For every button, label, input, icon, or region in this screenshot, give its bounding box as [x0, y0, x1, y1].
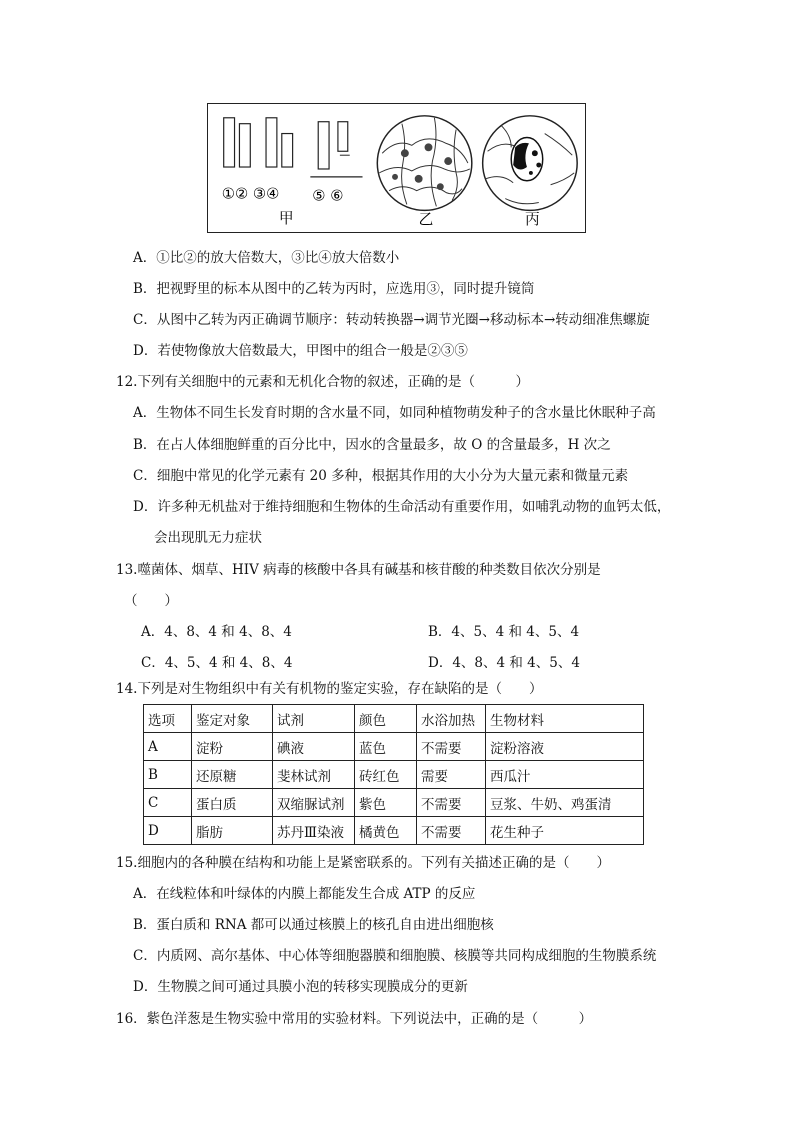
- table-cell: 蓝色: [355, 733, 417, 761]
- label-numbers-mid: ⑤ ⑥: [312, 187, 344, 205]
- table-cell: D: [144, 817, 192, 845]
- q11-option-d: D．若使物像放大倍数最大，甲图中的组合一般是②③⑤: [133, 343, 468, 359]
- lens-4: [282, 134, 293, 167]
- q13-paren: （ ）: [124, 593, 178, 609]
- lens-5: [318, 122, 329, 169]
- q12-option-c: C．细胞中常见的化学元素有 20 多种，根据其作用的大小分为大量元素和微量元素: [133, 468, 629, 484]
- table-cell: 还原糖: [192, 761, 273, 789]
- q15-stem: 15.细胞内的各种膜在结构和功能上是紧密联系的。下列有关描述正确的是（ ）: [116, 855, 610, 871]
- table-cell: 脂肪: [192, 817, 273, 845]
- q12-option-a: A．生物体不同生长发育时期的含水量不同，如同种植物萌发种子的含水量比休眠种子高: [133, 405, 656, 421]
- table-cell: 斐林试剂: [273, 761, 355, 789]
- table-cell: 不需要: [417, 733, 486, 761]
- table-cell: 不需要: [417, 789, 486, 817]
- label-jia: 甲: [278, 210, 294, 228]
- table-cell: 淀粉溶液: [486, 733, 644, 761]
- table-cell: 蛋白质: [192, 789, 273, 817]
- q12-stem: 12.下列有关细胞中的元素和无机化合物的叙述，正确的是（ ）: [116, 374, 529, 390]
- table-cell: C: [144, 789, 192, 817]
- table-cell: 淀粉: [192, 733, 273, 761]
- q16-stem: 16．紫色洋葱是生物实验中常用的实验材料。下列说法中，正确的是（ ）: [116, 1011, 593, 1027]
- table-cell: 西瓜汁: [486, 761, 644, 789]
- q12-option-d-line2: 会出现肌无力症状: [154, 530, 262, 546]
- table-cell: 豆浆、牛奶、鸡蛋清: [486, 789, 644, 817]
- q13-stem: 13.噬菌体、烟草、HIV 病毒的核酸中各具有碱基和核苷酸的种类数目依次分别是: [116, 562, 601, 578]
- table-row: [144, 761, 644, 789]
- table-cell: 鉴定对象: [192, 705, 273, 733]
- lens-3: [266, 118, 277, 167]
- q12-option-b: B．在占人体细胞鲜重的百分比中，因水的含量最多，故 O 的含量最多，H 次之: [133, 437, 611, 453]
- table-cell: 苏丹Ⅲ染液: [273, 817, 355, 845]
- table-cell: 花生种子: [486, 817, 644, 845]
- q15-option-d: D．生物膜之间可通过具膜小泡的转移实现膜成分的更新: [133, 979, 468, 995]
- q11-option-c: C．从图中乙转为丙正确调节顺序：转动转换器→调节光圈→移动标本→转动细准焦螺旋: [133, 312, 650, 328]
- lens-1: [224, 118, 235, 167]
- q13-option-c: C．4、5、4 和 4、8、4: [141, 655, 293, 671]
- table-cell: 试剂: [273, 705, 355, 733]
- label-yi: 乙: [418, 211, 434, 229]
- q14-table: [143, 704, 644, 845]
- lens-2: [239, 124, 250, 167]
- microscope-figure: [207, 103, 586, 233]
- table-row: [144, 817, 644, 845]
- q11-option-a: A．①比②的放大倍数大，③比④放大倍数小: [133, 250, 400, 266]
- label-numbers-left: ①② ③④: [221, 185, 280, 203]
- q13-option-b: B．4、5、4 和 4、5、4: [428, 624, 580, 640]
- q15-option-c: C．内质网、高尔基体、中心体等细胞器膜和细胞膜、核膜等共同构成细胞的生物膜系统: [133, 948, 657, 964]
- table-cell: 碘液: [273, 733, 355, 761]
- table-row: [144, 789, 644, 817]
- table-cell: 水浴加热: [417, 705, 486, 733]
- q13-option-d: D．4、8、4 和 4、5、4: [428, 655, 580, 671]
- table-cell: 砖红色: [355, 761, 417, 789]
- table-cell: 需要: [417, 761, 486, 789]
- table-cell: 不需要: [417, 817, 486, 845]
- view-yi: [377, 116, 472, 211]
- label-bing: 丙: [524, 211, 540, 229]
- table-cell: 紫色: [355, 789, 417, 817]
- table-cell: 颜色: [355, 705, 417, 733]
- table-cell: 生物材料: [486, 705, 644, 733]
- table-cell: 橘黄色: [355, 817, 417, 845]
- table-cell: 选项: [144, 705, 192, 733]
- lens-6: [338, 122, 348, 152]
- q14-stem: 14.下列是对生物组织中有关有机物的鉴定实验，存在缺陷的是（ ）: [116, 681, 543, 697]
- q13-option-a: A．4、8、4 和 4、8、4: [141, 624, 292, 640]
- q12-option-d-line1: D．许多种无机盐对于维持细胞和生物体的生命活动有重要作用，如哺乳动物的血钙太低，: [133, 499, 671, 515]
- table-cell: B: [144, 761, 192, 789]
- table-header-row: [144, 705, 644, 733]
- table-cell: A: [144, 733, 192, 761]
- q15-option-a: A．在线粒体和叶绿体的内膜上都能发生合成 ATP 的反应: [133, 886, 476, 902]
- microscope-figure-drawing: [208, 104, 585, 232]
- q11-option-b: B．把视野里的标本从图中的乙转为丙时，应选用③，同时提升镜筒: [133, 281, 535, 297]
- table-row: [144, 733, 644, 761]
- table-cell: 双缩脲试剂: [273, 789, 355, 817]
- q15-option-b: B．蛋白质和 RNA 都可以通过核膜上的核孔自由进出细胞核: [133, 917, 494, 933]
- view-bing: [483, 116, 578, 211]
